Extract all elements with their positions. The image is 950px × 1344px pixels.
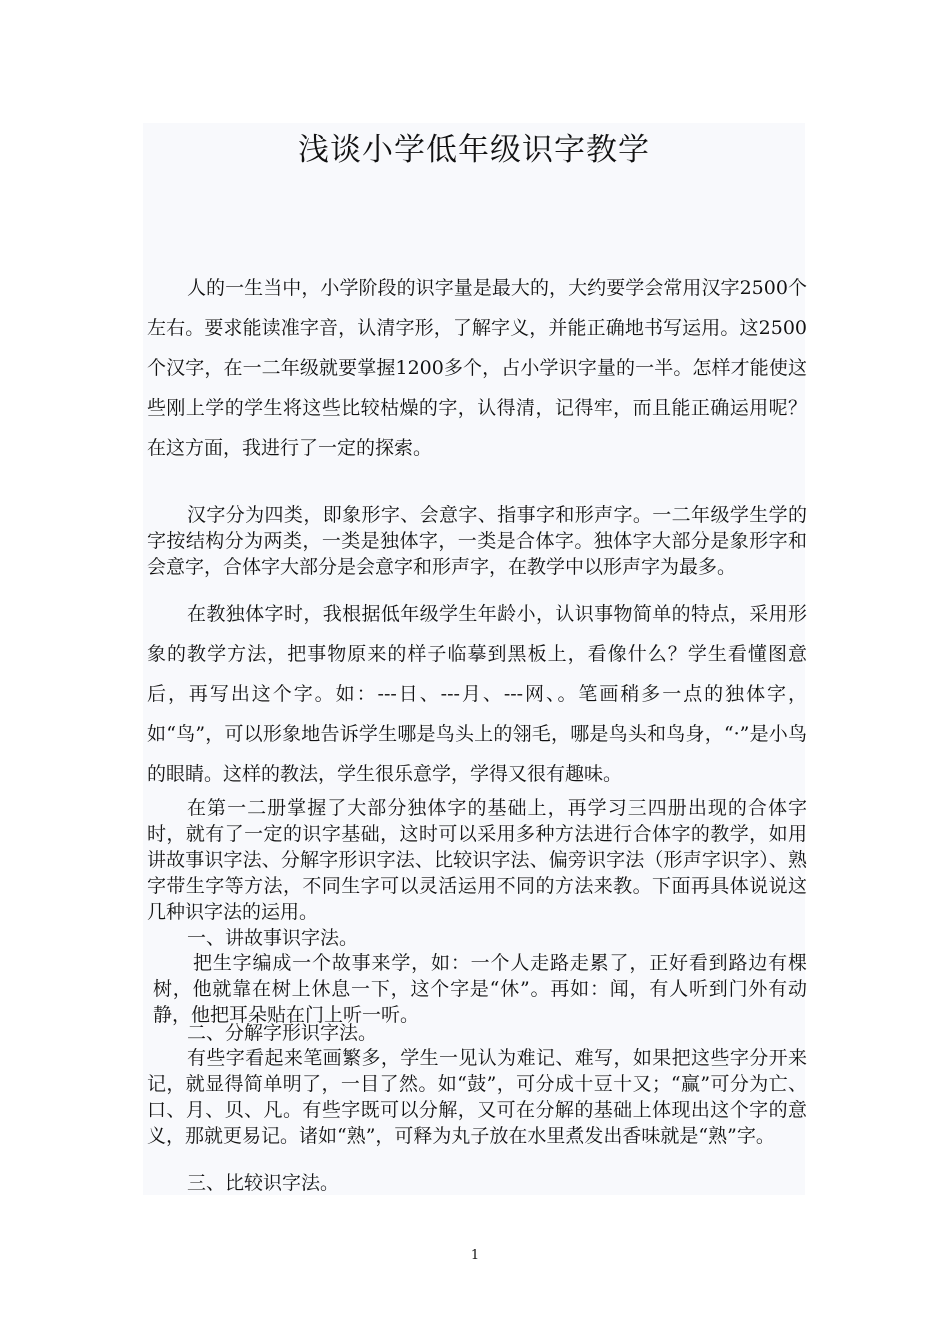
heading-decompose-method: 二、分解字形识字法。 xyxy=(187,1022,378,1044)
document-title: 浅谈小学低年级识字教学 xyxy=(298,132,650,168)
heading-story-method: 一、讲故事识字法。 xyxy=(187,927,359,949)
heading-compare-method: 三、比较识字法。 xyxy=(187,1172,340,1194)
paragraph-compound-characters: 在第一二册掌握了大部分独体字的基础上，再学习三四册出现的合体字时，就有了一定的识字基础，这时可以采用多种方法进行合体字的教学，如用讲故事识字法、分解字形识字法、比较识字法、偏旁识字法（形声字识字）、熟字带生字等方法，不同生字可以灵活运用不同的方法来教。下面再具体说说这几种识字法的运用。 xyxy=(147,797,807,923)
paragraph-character-types: 汉字分为四类，即象形字、会意字、指事字和形声字。一二年级学生学的字按结构分为两类，一类是独体字，一类是合体字。独体字大部分是象形字和会意字，合体字大部分是会意字和形声字，在教学中以形声字为最多。 xyxy=(147,504,807,578)
page-number: 1 xyxy=(470,1248,480,1263)
paragraph-intro: 人的一生当中，小学阶段的识字量是最大的，大约要学会常用汉字2500个左右。要求能读准字音，认清字形，了解字义，并能正确地书写运用。这2500个汉字，在一二年级就要掌握1200多个，占小学识字量的一半。怎样才能使这些刚上学的学生将这些比较枯燥的字，认得清，记得牢，而且能正确运用呢？在这方面，我进行了一定的探索。 xyxy=(147,277,807,459)
paragraph-decompose-method: 有些字看起来笔画繁多，学生一见认为难记、难写，如果把这些字分开来记，就显得简单明了，一目了然。如“鼓”，可分成十豆十又；“赢”可分为亡、口、月、贝、凡。有些字既可以分解，又可在分解的基础上体现出这个字的意义，那就更易记。诸如“熟”，可释为丸子放在水里煮发出香味就是“熟”字。 xyxy=(147,1047,807,1147)
paragraph-single-characters: 在教独体字时，我根据低年级学生年龄小，认识事物简单的特点，采用形象的教学方法，把事物原来的样子临摹到黑板上，看像什么？学生看懂图意后，再写出这个字。如：---日、---月、---网、。笔画稍多一点的独体字，如“鸟”，可以形象地告诉学生哪是鸟头上的翎毛，哪是鸟头和鸟身，“·”是小鸟的眼睛。这样的教法，学生很乐意学，学得又很有趣味。 xyxy=(147,603,807,785)
paragraph-story-method: 把生字编成一个故事来学，如：一个人走路走累了，正好看到路边有棵树，他就靠在树上休息一下，这个字是“休”。再如：闻，有人听到门外有动静，他把耳朵贴在门上听一听。 xyxy=(153,952,807,1026)
